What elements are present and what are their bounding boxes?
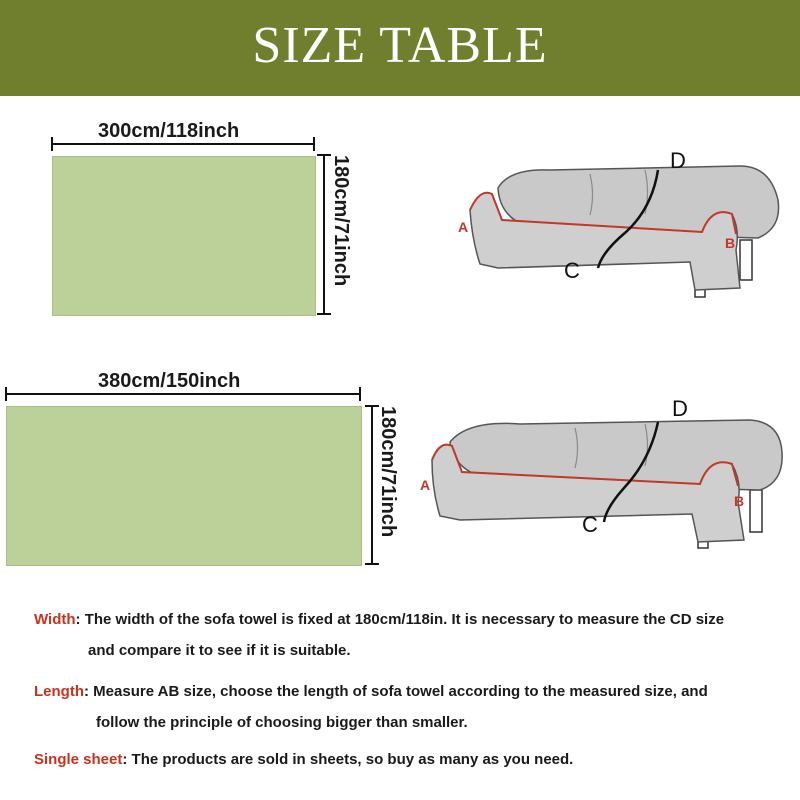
- size1-width-label: 300cm/118inch: [98, 120, 240, 142]
- size2-height-label: 180cm/71inch: [377, 406, 399, 538]
- point-a-2: A: [420, 477, 431, 493]
- point-d-1: D: [670, 148, 686, 173]
- note-length-line1: Measure AB size, choose the length of sofa towel according to the measured size, and: [93, 683, 708, 700]
- note-length-line2: follow the principle of choosing bigger than smaller.: [96, 714, 468, 731]
- size1-swatch: [52, 156, 316, 316]
- note-width: Width: The width of the sofa towel is fixed at 180cm/118in. It is necessary to measure the CD size and compare it to see if it is suitable.: [34, 604, 724, 666]
- point-d-2: D: [672, 396, 688, 421]
- sofa-diagram-2: [410, 390, 790, 560]
- page-title: SIZE TABLE: [252, 17, 548, 74]
- size2-width-label: 380cm/150inch: [98, 370, 241, 392]
- note-width-line1: The width of the sofa towel is fixed at 180cm/118in. It is necessary to measure the CD size: [84, 611, 725, 628]
- note-single-sheet-key: Single sheet: [34, 751, 123, 768]
- point-a-1: A: [458, 219, 469, 235]
- note-single-sheet: Single sheet: The products are sold in sheets, so buy as many as you need.: [34, 751, 574, 768]
- note-width-key: Width: [34, 611, 76, 628]
- point-c-2: C: [582, 512, 598, 537]
- point-c-1: C: [564, 258, 580, 283]
- note-length-key: Length: [34, 683, 84, 700]
- note-width-line2: and compare it to see if it is suitable.: [88, 642, 351, 659]
- size2-swatch: [6, 406, 362, 566]
- sofa-diagram-1: [440, 140, 790, 310]
- point-b-1: B: [725, 235, 736, 251]
- note-single-sheet-line1: The products are sold in sheets, so buy as many as you need.: [131, 751, 574, 768]
- point-b-2: B: [734, 493, 745, 509]
- note-length: Length: Measure AB size, choose the length of sofa towel according to the measured size, and follow the principle of choosing bigger than smaller.: [34, 676, 708, 738]
- size1-height-label: 180cm/71inch: [330, 155, 352, 287]
